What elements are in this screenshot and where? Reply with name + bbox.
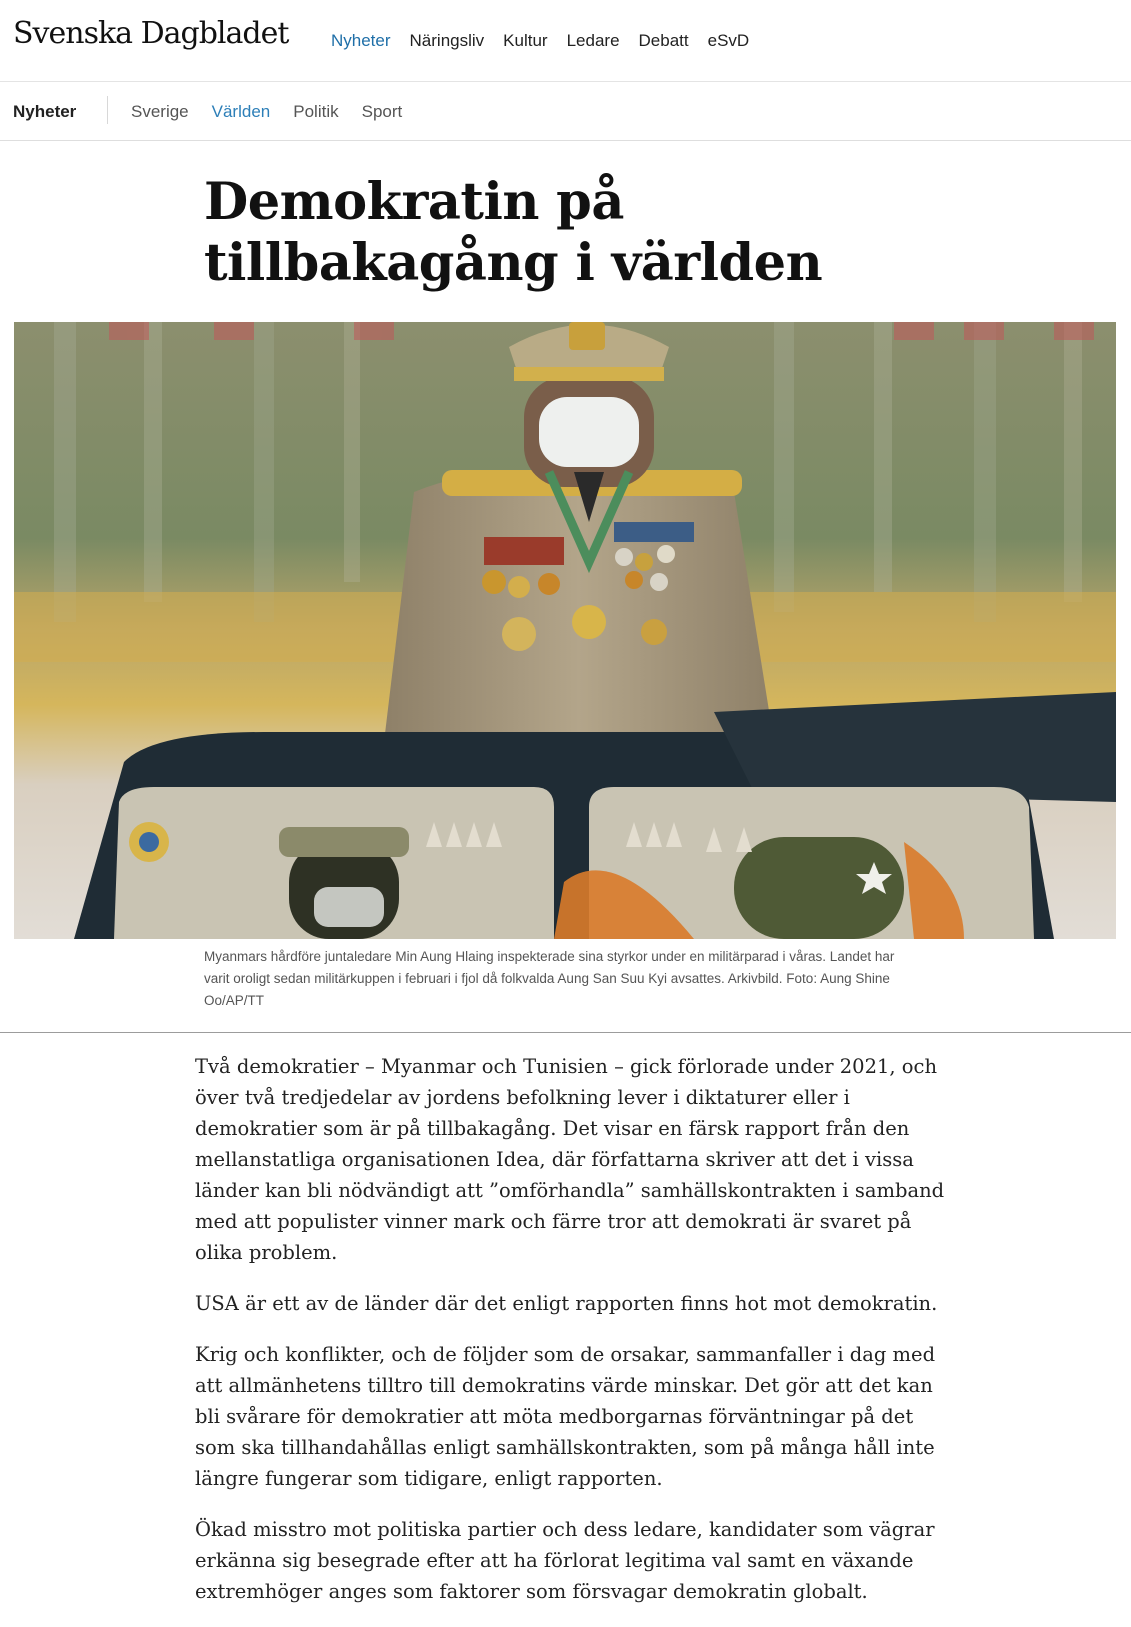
nav-item-debatt[interactable]: Debatt bbox=[638, 31, 689, 50]
section-subnav bbox=[0, 82, 1131, 141]
figure-divider bbox=[0, 1032, 1131, 1033]
article-paragraph: Ökad misstro mot politiska partier och dess ledare, kandidater som vägrar erkänna sig besegrade efter att ha förlorat legitima val samt en växande extremhöger anges som faktorer som försvagar demokratin globalt. bbox=[195, 1518, 935, 1603]
article-body bbox=[195, 1051, 945, 1627]
subnav-item-sverige[interactable]: Sverige bbox=[131, 102, 189, 121]
subnav-item-politik[interactable]: Politik bbox=[293, 102, 339, 121]
nav-item-nyheter[interactable]: Nyheter bbox=[331, 31, 391, 50]
article-paragraph: Krig och konflikter, och de följder som de orsakar, sammanfaller i dag med att allmänhetens tilltro till demokratins värde minskar. Det gör att det kan bli svårare för demokratier att möta medborgarnas förväntningar på det som ska tillhandahållas enligt samhällskontrakten, som på många håll inte längre fungerar som tidigare, enligt rapporten. bbox=[195, 1343, 936, 1490]
subnav-divider bbox=[107, 96, 108, 124]
site-logo[interactable]: Svenska Dagbladet bbox=[13, 16, 289, 51]
subnav-item-varlden[interactable]: Världen bbox=[211, 102, 271, 121]
nav-item-naringsliv[interactable]: Näringsliv bbox=[409, 31, 485, 50]
article-paragraph: USA är ett av de länder där det enligt rapporten finns hot mot demokratin. bbox=[195, 1292, 938, 1315]
article-headline: Demokratin på tillbakagång i världen bbox=[204, 172, 823, 293]
article-paragraph: Två demokratier – Myanmar och Tunisien – gick förlorade under 2021, och över två tredjedelar av jordens befolkning lever i diktaturer eller i demokratier som är på tillbakagång. Det visar en färsk rapport från den mellanstatliga organisationen Idea, där författarna skriver att det i vissa länder kan bli nödvändigt att ”omförhandla” samhällskontrakten i samband med att populister vinner mark och färre tror att demokrati är svaret på olika problem. bbox=[195, 1055, 945, 1264]
hero-image bbox=[14, 322, 1116, 939]
nav-item-kultur[interactable]: Kultur bbox=[503, 31, 548, 50]
subnav-links bbox=[131, 102, 402, 122]
image-caption: Myanmars hårdföre juntaledare Min Aung Hlaing inspekterade sina styrkor under en militärparad i våras. Landet har varit oroligt sedan militärkuppen i februari i fjol då folkvalda Aung San Suu Kyi avsattes. Arkivbild. Foto: Aung Shine Oo/AP/TT bbox=[204, 949, 895, 1008]
subnav-item-sport[interactable]: Sport bbox=[361, 102, 403, 121]
nav-item-ledare[interactable]: Ledare bbox=[566, 31, 620, 50]
section-label[interactable]: Nyheter bbox=[13, 102, 77, 121]
site-header bbox=[0, 0, 1131, 82]
nav-item-esvd[interactable]: eSvD bbox=[707, 31, 750, 50]
main-nav bbox=[331, 31, 749, 51]
